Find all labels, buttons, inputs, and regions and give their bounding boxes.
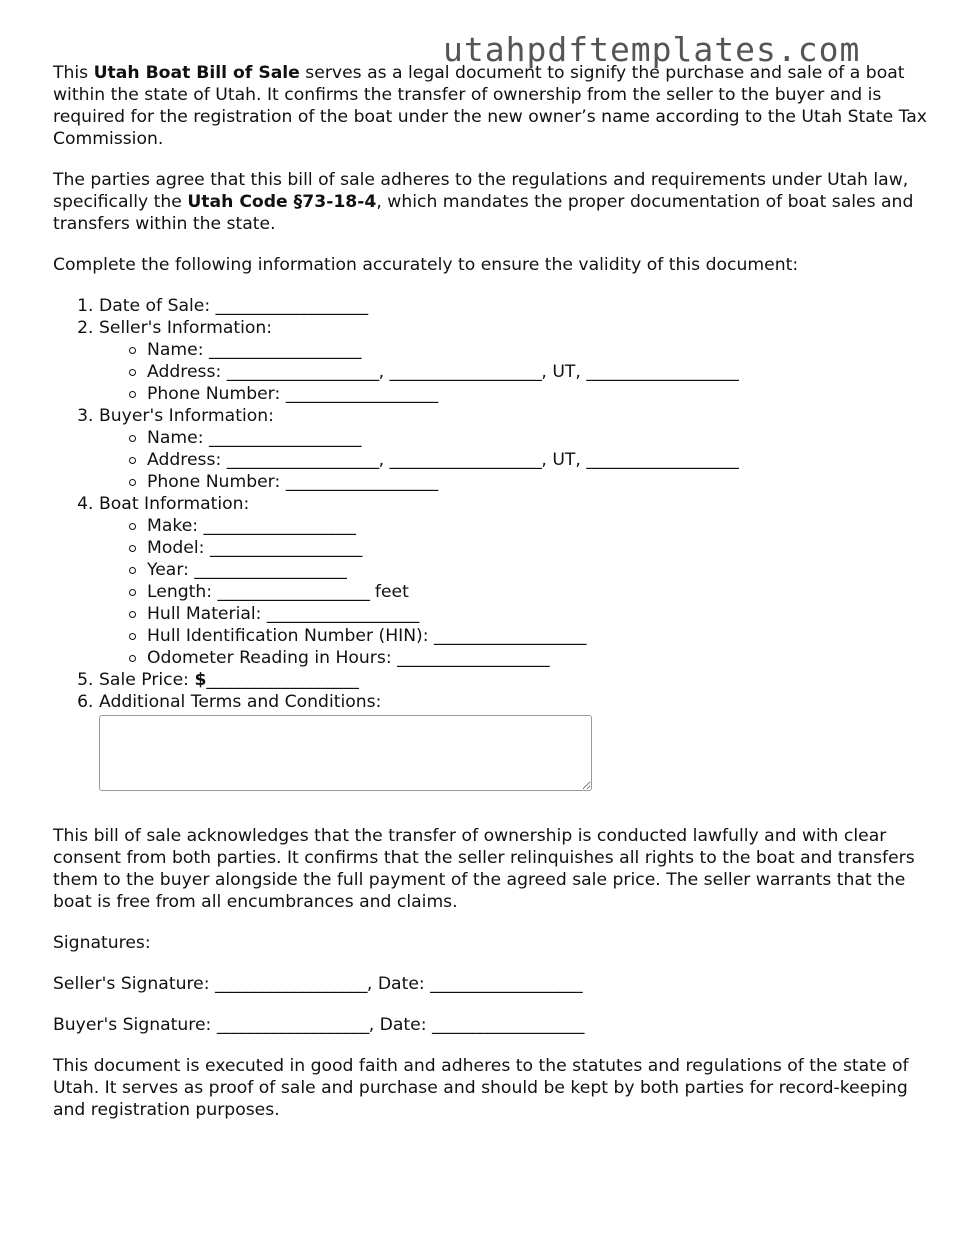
separator: ,: [378, 450, 390, 470]
odometer-label: Odometer Reading in Hours:: [147, 648, 398, 668]
list-item-buyer: [99, 405, 933, 493]
year-label: Year:: [147, 560, 195, 580]
sale-price-field[interactable]: ___________________: [206, 670, 359, 690]
state-label: , UT,: [541, 450, 587, 470]
hin-field[interactable]: ___________________: [434, 626, 586, 646]
intro-text: serves as a legal document to signify the purchase and sale of a boat within the state of Utah. It confirms the transfer of ownership from the seller to the buyer and is required for the registration of the boat under the new owner’s name according to the Utah State Tax Commission.: [53, 63, 927, 149]
seller-signature-line: [53, 973, 933, 995]
list-item: [147, 625, 933, 647]
acknowledgement-paragraph: This bill of sale acknowledges that the transfer of ownership is conducted lawfully and with clear consent from both parties. It confirms that the seller relinquishes all rights to the boat and transfers them to the buyer alongside the full payment of the agreed sale price. The seller warrants that the boat is free from all encumbrances and claims.: [53, 826, 915, 912]
list-item: [147, 603, 933, 625]
list-item: [147, 647, 933, 669]
separator: ,: [378, 362, 390, 382]
instructions: Complete the following information accurately to ensure the validity of this document:: [53, 255, 799, 275]
feet-unit: feet: [369, 582, 409, 602]
watermark: utahpdftemplates.com: [443, 30, 861, 69]
buyer-name-label: Name:: [147, 428, 209, 448]
seller-signature-label: Seller's Signature:: [53, 974, 215, 994]
hull-material-label: Hull Material:: [147, 604, 267, 624]
buyer-heading: Buyer's Information:: [99, 406, 274, 426]
odometer-field[interactable]: ___________________: [397, 648, 549, 668]
intro-paragraph-2: [53, 169, 933, 235]
buyer-date-field[interactable]: ___________________: [431, 1015, 584, 1035]
document-body: [53, 62, 933, 1140]
seller-name-field[interactable]: ___________________: [208, 340, 361, 360]
intro-paragraph-1: [53, 62, 933, 150]
seller-fields: [99, 339, 933, 405]
list-item-seller: [99, 317, 933, 405]
buyer-date-label: , Date:: [368, 1015, 432, 1035]
additional-terms-label: Additional Terms and Conditions:: [99, 692, 382, 712]
buyer-city-field[interactable]: ___________________: [389, 450, 542, 470]
seller-street-field[interactable]: ___________________: [226, 362, 379, 382]
seller-name-label: Name:: [147, 340, 209, 360]
list-item-additional-terms: [99, 691, 933, 791]
length-label: Length:: [147, 582, 218, 602]
list-item-boat: [99, 493, 933, 669]
buyer-street-field[interactable]: ___________________: [226, 450, 379, 470]
seller-date-label: , Date:: [366, 974, 431, 994]
list-item: [147, 559, 933, 581]
hin-label: Hull Identification Number (HIN):: [147, 626, 435, 646]
year-field[interactable]: ___________________: [194, 560, 347, 580]
model-field[interactable]: ___________________: [209, 538, 362, 558]
seller-city-field[interactable]: ___________________: [389, 362, 542, 382]
intro-text: The parties agree that this bill of sale adheres to the regulations and requirements under Utah law, specifically the: [53, 170, 909, 212]
closing-paragraph: This document is executed in good faith and adheres to the statutes and regulations of the state of Utah. It serves as proof of sale and purchase and should be kept by both parties for record-keeping and registration purposes.: [53, 1056, 909, 1120]
list-item: [147, 581, 933, 603]
buyer-address-label: Address:: [147, 450, 227, 470]
list-item: [147, 471, 933, 493]
document-title: Utah Boat Bill of Sale: [93, 63, 300, 83]
date-of-sale-field[interactable]: ___________________: [215, 296, 368, 316]
buyer-fields: [99, 427, 933, 493]
list-item: [147, 361, 933, 383]
make-label: Make:: [147, 516, 204, 536]
seller-phone-field[interactable]: ___________________: [285, 384, 438, 404]
seller-heading: Seller's Information:: [99, 318, 273, 338]
additional-terms-textarea[interactable]: [99, 715, 592, 791]
buyer-zip-field[interactable]: ___________________: [586, 450, 739, 470]
hull-material-field[interactable]: ___________________: [266, 604, 419, 624]
make-field[interactable]: ___________________: [203, 516, 356, 536]
list-item-date-of-sale: [99, 295, 933, 317]
list-item: [147, 383, 933, 405]
length-field[interactable]: ___________________: [217, 582, 370, 602]
sale-price-label: Sale Price:: [99, 670, 195, 690]
date-of-sale-label: Date of Sale:: [99, 296, 216, 316]
state-label: , UT,: [541, 362, 587, 382]
buyer-name-field[interactable]: ___________________: [208, 428, 361, 448]
seller-date-field[interactable]: ___________________: [430, 974, 583, 994]
buyer-signature-label: Buyer's Signature:: [53, 1015, 217, 1035]
intro-text: This: [53, 63, 94, 83]
boat-fields: [99, 515, 933, 669]
buyer-phone-label: Phone Number:: [147, 472, 286, 492]
list-item: [147, 339, 933, 361]
seller-address-label: Address:: [147, 362, 227, 382]
boat-heading: Boat Information:: [99, 494, 250, 514]
signatures-heading: Signatures:: [53, 933, 151, 953]
seller-zip-field[interactable]: ___________________: [586, 362, 739, 382]
list-item-sale-price: [99, 669, 933, 691]
seller-phone-label: Phone Number:: [147, 384, 286, 404]
list-item: [147, 427, 933, 449]
list-item: [147, 515, 933, 537]
utah-code-reference: Utah Code §73-18-4: [187, 192, 377, 212]
intro-text: , which mandates the proper documentation of boat sales and transfers within the state.: [53, 192, 914, 234]
buyer-phone-field[interactable]: ___________________: [285, 472, 438, 492]
list-item: [147, 449, 933, 471]
seller-signature-field[interactable]: ___________________: [215, 974, 367, 994]
dollar-sign: $: [194, 670, 207, 690]
buyer-signature-field[interactable]: ___________________: [216, 1015, 369, 1035]
model-label: Model:: [147, 538, 210, 558]
list-item: [147, 537, 933, 559]
form-list: [53, 295, 933, 791]
buyer-signature-line: [53, 1014, 933, 1036]
